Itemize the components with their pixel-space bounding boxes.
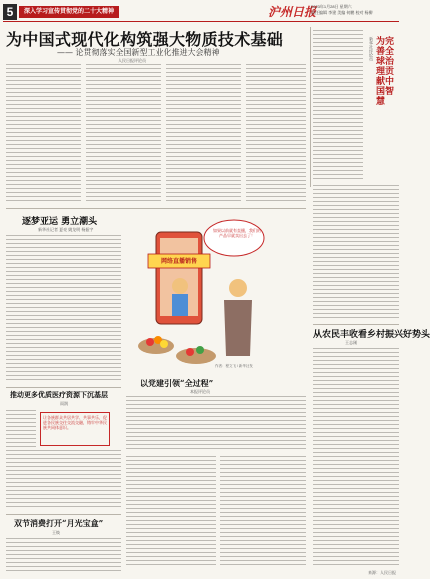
editor-line: 责任编辑 李建 美编 何鹏 校对 杨柳 (311, 10, 373, 15)
article-title-medical: 推动更多优质医疗资源下沉基层 (10, 390, 108, 399)
right-body-top (313, 30, 363, 180)
lead-headline: 为中国式现代化构筑强大物质技术基础 (6, 30, 284, 49)
article-author-asian-games: 新华社记者 夏亮 姚龙明 杨振宇 (38, 227, 94, 232)
header-rule (3, 21, 399, 22)
right-column-title: 为完善全球治理贡献中国智慧 (376, 37, 395, 107)
article-title-consumption: 双节消费打开“月光宝盒” (14, 518, 104, 528)
article-title-rural: 从农民丰收看乡村振兴好势头 (313, 330, 430, 340)
right-body-bottom (313, 185, 399, 320)
cartoon-illustration (126, 216, 266, 376)
section-divider (6, 208, 306, 209)
illustration-credit: 作者：程文飞 / 新华社发 (215, 364, 253, 368)
consumption-divider (6, 514, 121, 515)
article-author-medical: 雨润 (60, 401, 68, 406)
right-divider (313, 324, 399, 325)
lead-subhead: —— 论贯彻落实全国新型工业化推进大会精神 (57, 48, 220, 57)
article-author-consumption: 王焕 (52, 530, 60, 535)
rural-body (313, 348, 399, 568)
lead-byline: 人民日报评论员 (118, 58, 146, 63)
article-title-asian-games: 逐梦亚运 勇立潮头 (22, 217, 98, 227)
livestream-sign: 网络直播销售 (160, 259, 197, 265)
medical-body-a (6, 410, 36, 450)
page-number: 5 (3, 4, 17, 20)
medical-divider (6, 387, 121, 388)
footer-credit: 来源：人民日报 (368, 570, 396, 575)
date-line: 2023年1月28日 星期六 (311, 4, 352, 9)
newspaper-logo: 沪州日报 (268, 5, 317, 19)
medical-body-b (6, 450, 121, 510)
speech-bubble-text: 如果以前就有直播，我们的产品早就卖出去了！ (213, 228, 261, 238)
lead-body-col-1 (6, 64, 81, 204)
pull-quote: 让各族群众共居共学、共事共乐，促进各民族交往交流交融，铸牢中华民族共同体意识。 (40, 412, 110, 446)
lead-body-col-2 (86, 64, 161, 204)
article-author-party-building: 本报评论员 (190, 389, 210, 394)
section-banner: 深入学习宣传贯彻党的二十大精神 (19, 6, 119, 18)
column-divider (310, 27, 311, 187)
article-title-party-building: 以党建引领“全过程” (140, 378, 214, 388)
article-author-rural: 王志刚 (345, 340, 357, 345)
right-column-author: 新华社评论员 (369, 37, 374, 61)
lead-body-col-4 (246, 64, 306, 204)
header-meta (311, 4, 399, 16)
lower-body-col-2 (220, 456, 306, 566)
party-building-body (126, 396, 306, 452)
lower-body-col-1 (126, 456, 216, 566)
consumption-body (6, 538, 121, 572)
asian-games-body (6, 235, 121, 383)
lead-body-col-3 (166, 64, 241, 204)
